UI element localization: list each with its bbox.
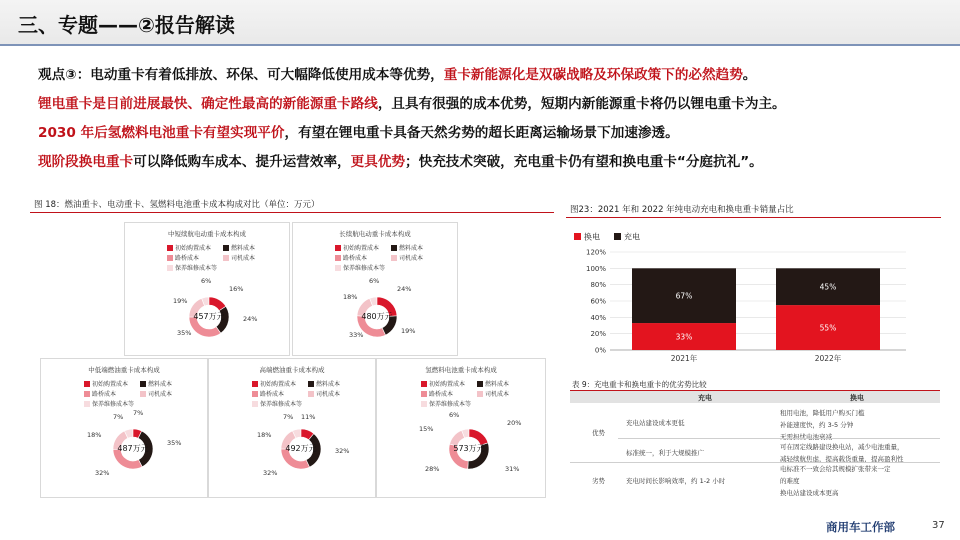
- body-text-segment: 可以降低购车成本、提升运营效率，: [133, 154, 351, 170]
- table-cell-swap: 换电站建设成本更高: [780, 489, 839, 496]
- legend-label: 保养维修成本等: [175, 265, 218, 272]
- donut-chart: [125, 223, 289, 355]
- donut-chart: [377, 359, 545, 497]
- donut-percent-label: 35%: [177, 329, 192, 337]
- donut-panel: [208, 358, 376, 498]
- table-cell-swap: 减轻续航焦虑，提高载货重量，提高盈利性: [780, 455, 904, 463]
- body-line: [38, 119, 918, 148]
- donut-percent-label: 6%: [449, 411, 460, 419]
- data-label: 55%: [819, 323, 837, 333]
- legend-label: 司机成本: [399, 255, 424, 262]
- donut-percent-label: 6%: [369, 277, 380, 285]
- donut-percent-label: 6%: [201, 277, 212, 285]
- donut-percent-label: 16%: [229, 285, 244, 293]
- donut-percent-label: 19%: [173, 297, 188, 305]
- figure-cost-comparison: [30, 198, 554, 496]
- donut-chart: [209, 359, 375, 497]
- y-tick-label: 40%: [590, 313, 606, 322]
- legend-label: 司机成本: [485, 391, 510, 398]
- donut-percent-label: 32%: [95, 469, 110, 477]
- body-text-segment: ；快充技术突破，充电重卡仍有望和换电重卡“分庭抗礼”。: [405, 154, 763, 170]
- donut-panel: [124, 222, 290, 356]
- donut-percent-label: 20%: [507, 419, 522, 427]
- x-tick-label: 2021年: [670, 354, 698, 363]
- donut-center-label: 492万元: [285, 444, 317, 453]
- donut-percent-label: 18%: [343, 293, 358, 301]
- body-text: [38, 61, 918, 177]
- y-tick-label: 120%: [585, 248, 606, 257]
- legend-label: 初始购置成本: [343, 245, 380, 252]
- donut-title: 中短续航电动重卡成本构成: [168, 230, 246, 238]
- table-category: 优势: [592, 429, 605, 437]
- table-cell-swap: 无需担忧电池衰减: [780, 433, 832, 441]
- donut-center-label: 480万元: [361, 312, 393, 321]
- donut-panel: [376, 358, 546, 498]
- table-cell-swap: 电标准不一致会给其规模扩张带来一定: [780, 465, 891, 473]
- donut-percent-label: 32%: [263, 469, 278, 477]
- legend-label: 初始购置成本: [260, 381, 297, 388]
- donut-percent-label: 28%: [425, 465, 440, 473]
- table-row-divider: [570, 462, 940, 463]
- legend-label: 燃料成本: [316, 381, 341, 388]
- donut-percent-label: 33%: [349, 331, 364, 339]
- legend-label: 保养维修成本等: [343, 265, 386, 272]
- legend-label: 换电: [584, 232, 600, 242]
- donut-percent-label: 18%: [257, 431, 272, 439]
- y-tick-label: 0%: [594, 346, 606, 355]
- body-text-segment: 观点③：电动重卡有着低排放、环保、可大幅降低使用成本等优势，: [38, 67, 444, 83]
- body-text-segment: ，且具有很强的成本优势，短期内新能源重卡将仍以锂电重卡为主。: [377, 96, 786, 112]
- table-cell-swap: 补能速度快，约 3-5 分钟: [780, 421, 854, 429]
- header-charge: 充电: [698, 394, 712, 402]
- donut-percent-label: 35%: [167, 439, 182, 447]
- page-title: 三、专题——②报告解读: [18, 13, 235, 37]
- donut-percent-label: 7%: [133, 409, 144, 417]
- legend-swatch: [574, 233, 581, 240]
- table-category: 劣势: [592, 477, 605, 485]
- donut-center-label: 573万元: [453, 444, 485, 453]
- donut-title: 高端燃油重卡成本构成: [259, 366, 325, 374]
- body-text-segment: ，有望在锂电重卡具备天然劣势的超长距离运输场景下加速渗透。: [284, 125, 679, 141]
- highlight-text: 现阶段换电重卡: [38, 154, 134, 170]
- legend-label: 路桥成本: [260, 391, 285, 398]
- chart-title: 图23：2021 年和 2022 年纯电动充电和换电重卡销量占比: [566, 203, 941, 218]
- body-line: [38, 148, 918, 177]
- donut-percent-label: 11%: [301, 413, 316, 421]
- donut-chart: [293, 223, 457, 355]
- highlight-text: 2030 年后氢燃料电池重卡有望实现平价: [38, 125, 285, 141]
- legend-label: 保养维修成本等: [92, 401, 135, 408]
- legend-label: 路桥成本: [343, 255, 368, 262]
- table-row-divider: [618, 438, 940, 439]
- legend-label: 保养维修成本等: [260, 401, 303, 408]
- legend-label: 燃料成本: [485, 381, 510, 388]
- highlight-text: 重卡新能源化是双碳战略及环保政策下的必然趋势: [443, 67, 743, 83]
- legend-label: 路桥成本: [175, 255, 200, 262]
- donut-percent-label: 7%: [283, 413, 294, 421]
- data-label: 45%: [819, 282, 837, 292]
- y-tick-label: 60%: [590, 297, 606, 306]
- table-cell-charge: 标准统一，利于大规模推广: [626, 449, 704, 457]
- legend-label: 路桥成本: [429, 391, 454, 398]
- legend-label: 司机成本: [148, 391, 173, 398]
- donut-percent-label: 19%: [401, 327, 416, 335]
- table-cell-charge: 充电站建设成本更低: [626, 419, 685, 427]
- donut-panel: [40, 358, 208, 498]
- table-cell-swap: 租用电池，降低用户购买门槛: [780, 409, 865, 417]
- bar-chart: [566, 218, 941, 373]
- donut-percent-label: 24%: [243, 315, 258, 323]
- legend-label: 燃料成本: [399, 245, 424, 252]
- table-caption: 表 9：充电重卡和换电重卡的优劣势比较: [572, 380, 707, 389]
- table-cell-charge: 充电时间长影响效率，约 1-2 小时: [626, 477, 726, 485]
- table-header: [570, 390, 940, 403]
- donut-title: 长续航电动重卡成本构成: [339, 230, 411, 238]
- donut-title: 中低端燃油重卡成本构成: [88, 366, 160, 374]
- legend-label: 初始购置成本: [429, 381, 466, 388]
- y-tick-label: 20%: [590, 330, 606, 339]
- footer-brand: 商用车工作部: [826, 520, 895, 534]
- donut-chart: [41, 359, 207, 497]
- donut-panel: [292, 222, 458, 356]
- donut-center-label: 487万元: [117, 444, 149, 453]
- body-line: [38, 61, 918, 90]
- donut-percent-label: 18%: [87, 431, 102, 439]
- legend-swatch: [614, 233, 621, 240]
- table-cell-swap: 的难度: [780, 477, 800, 485]
- donut-title: 氢燃料电池重卡成本构成: [425, 366, 497, 374]
- x-tick-label: 2022年: [814, 354, 842, 363]
- legend-label: 燃料成本: [148, 381, 173, 388]
- body-line: [38, 90, 918, 119]
- data-label: 33%: [675, 332, 693, 342]
- legend-label: 燃料成本: [231, 245, 256, 252]
- page-number: 37: [932, 520, 945, 531]
- legend-label: 初始购置成本: [92, 381, 129, 388]
- y-tick-label: 80%: [590, 281, 606, 290]
- legend-label: 保养维修成本等: [429, 401, 472, 408]
- table-comparison: [570, 378, 940, 496]
- legend-label: 充电: [624, 232, 640, 242]
- donut-percent-label: 31%: [505, 465, 520, 473]
- title-bar: [0, 0, 960, 46]
- highlight-text: 更具优势: [350, 154, 406, 170]
- donut-percent-label: 15%: [419, 425, 434, 433]
- donut-center-label: 457万元: [193, 312, 225, 321]
- donut-percent-label: 32%: [335, 447, 350, 455]
- highlight-text: 锂电重卡是目前进展最快、确定性最高的新能源重卡路线: [38, 96, 378, 112]
- y-tick-label: 100%: [585, 264, 606, 273]
- donut-percent-label: 24%: [397, 285, 412, 293]
- donut-percent-label: 7%: [113, 413, 124, 421]
- figure-caption: 图 18：燃油重卡、电动重卡、氢燃料电池重卡成本构成对比（单位：万元）: [30, 198, 554, 213]
- legend-label: 司机成本: [231, 255, 256, 262]
- legend-label: 路桥成本: [92, 391, 117, 398]
- header-swap: 换电: [850, 394, 864, 402]
- legend-label: 司机成本: [316, 391, 341, 398]
- data-label: 67%: [675, 291, 693, 301]
- figure-sales-share: [566, 203, 941, 373]
- legend-label: 初始购置成本: [175, 245, 212, 252]
- table-cell-swap: 可在固定线路建设换电站，减少电池重量，: [780, 443, 904, 451]
- body-text-segment: 。: [742, 67, 757, 83]
